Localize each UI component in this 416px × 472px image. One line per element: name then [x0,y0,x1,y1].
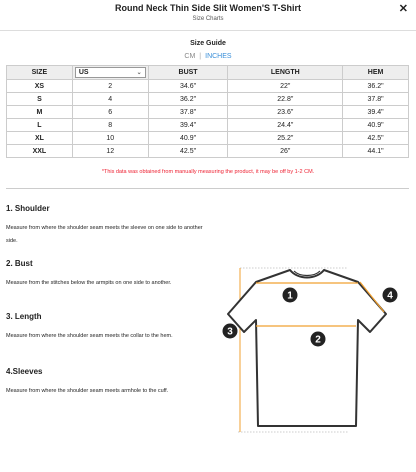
cell-length: 25.2" [228,132,343,145]
header-us-select[interactable] [72,66,148,80]
table-row [7,132,409,145]
svg-text:2: 2 [315,334,321,346]
header-divider [0,30,416,31]
cell-bust: 36.2" [148,93,228,106]
measure-title-sleeves: 4.Sleeves [6,367,43,376]
table-row [7,80,409,93]
marker-2 [311,332,326,347]
cell-hem: 39.4" [343,106,409,119]
header-length: LENGTH [228,66,343,80]
close-icon[interactable]: ✕ [398,3,408,15]
measure-text-shoulder: Measure from where the shoulder seam meets the sleeve on one side to another side. [6,225,203,244]
tshirt-outline [228,270,386,426]
cell-hem: 42.5" [343,132,409,145]
svg-text:4: 4 [387,290,393,302]
cell-length: 22" [228,80,343,93]
measure-text-sleeves: Measure from where the shoulder seam meets armhole to the cuff. [6,388,169,394]
table-header-row [7,66,409,80]
cell-bust: 40.9" [148,132,228,145]
measure-title-bust: 2. Bust [6,259,33,268]
size-guide-title: Size Guide [190,40,226,47]
size-table [6,65,409,158]
region-select[interactable] [75,67,146,78]
cell-hem: 40.9" [343,119,409,132]
cell-length: 22.8" [228,93,343,106]
measure-text-bust: Measure from the stitches below the armpits on one side to another. [6,280,172,286]
cell-hem: 44.1" [343,145,409,158]
chevron-down-icon: ⌄ [136,70,142,76]
table-row [7,106,409,119]
measure-title-length: 3. Length [6,312,42,321]
unit-inches-button[interactable]: INCHES [205,53,232,60]
marker-4 [383,288,398,303]
cell-size: XXL [7,145,73,158]
cell-us: 12 [72,145,148,158]
cell-us: 4 [72,93,148,106]
unit-separator: | [199,53,202,60]
cell-hem: 37.8" [343,93,409,106]
cell-bust: 39.4" [148,119,228,132]
header-bust: BUST [148,66,228,80]
cell-length: 24.4" [228,119,343,132]
marker-3 [223,324,238,339]
cell-size: S [7,93,73,106]
cell-size: XS [7,80,73,93]
cell-us: 10 [72,132,148,145]
cell-bust: 37.8" [148,106,228,119]
cell-bust: 42.5" [148,145,228,158]
section-divider [6,188,409,189]
cell-size: L [7,119,73,132]
table-row [7,119,409,132]
table-row [7,93,409,106]
cell-us: 8 [72,119,148,132]
cell-length: 26" [228,145,343,158]
measurement-note: *This data was obtained from manually measuring the product, it may be off by 1-2 CM. [101,169,315,175]
cell-size: M [7,106,73,119]
cell-hem: 36.2" [343,80,409,93]
table-row [7,145,409,158]
cell-bust: 34.6" [148,80,228,93]
marker-1 [283,288,298,303]
unit-toggle [0,53,416,60]
cell-us: 2 [72,80,148,93]
cell-size: XL [7,132,73,145]
tshirt-diagram [208,258,408,438]
region-select-value: US [78,69,89,76]
cell-length: 23.6" [228,106,343,119]
svg-text:1: 1 [287,290,293,302]
measure-title-shoulder: 1. Shoulder [6,204,50,213]
modal-subtitle: Size Charts [192,16,224,22]
header-size: SIZE [7,66,73,80]
product-title: Round Neck Thin Side Slit Women'S T-Shirt [115,3,301,13]
unit-cm-button[interactable]: CM [184,53,196,60]
header-hem: HEM [343,66,409,80]
svg-text:3: 3 [227,326,233,338]
cell-us: 6 [72,106,148,119]
modal-header [0,0,416,30]
measure-text-length: Measure from where the shoulder seam meets the collar to the hem. [6,333,173,339]
